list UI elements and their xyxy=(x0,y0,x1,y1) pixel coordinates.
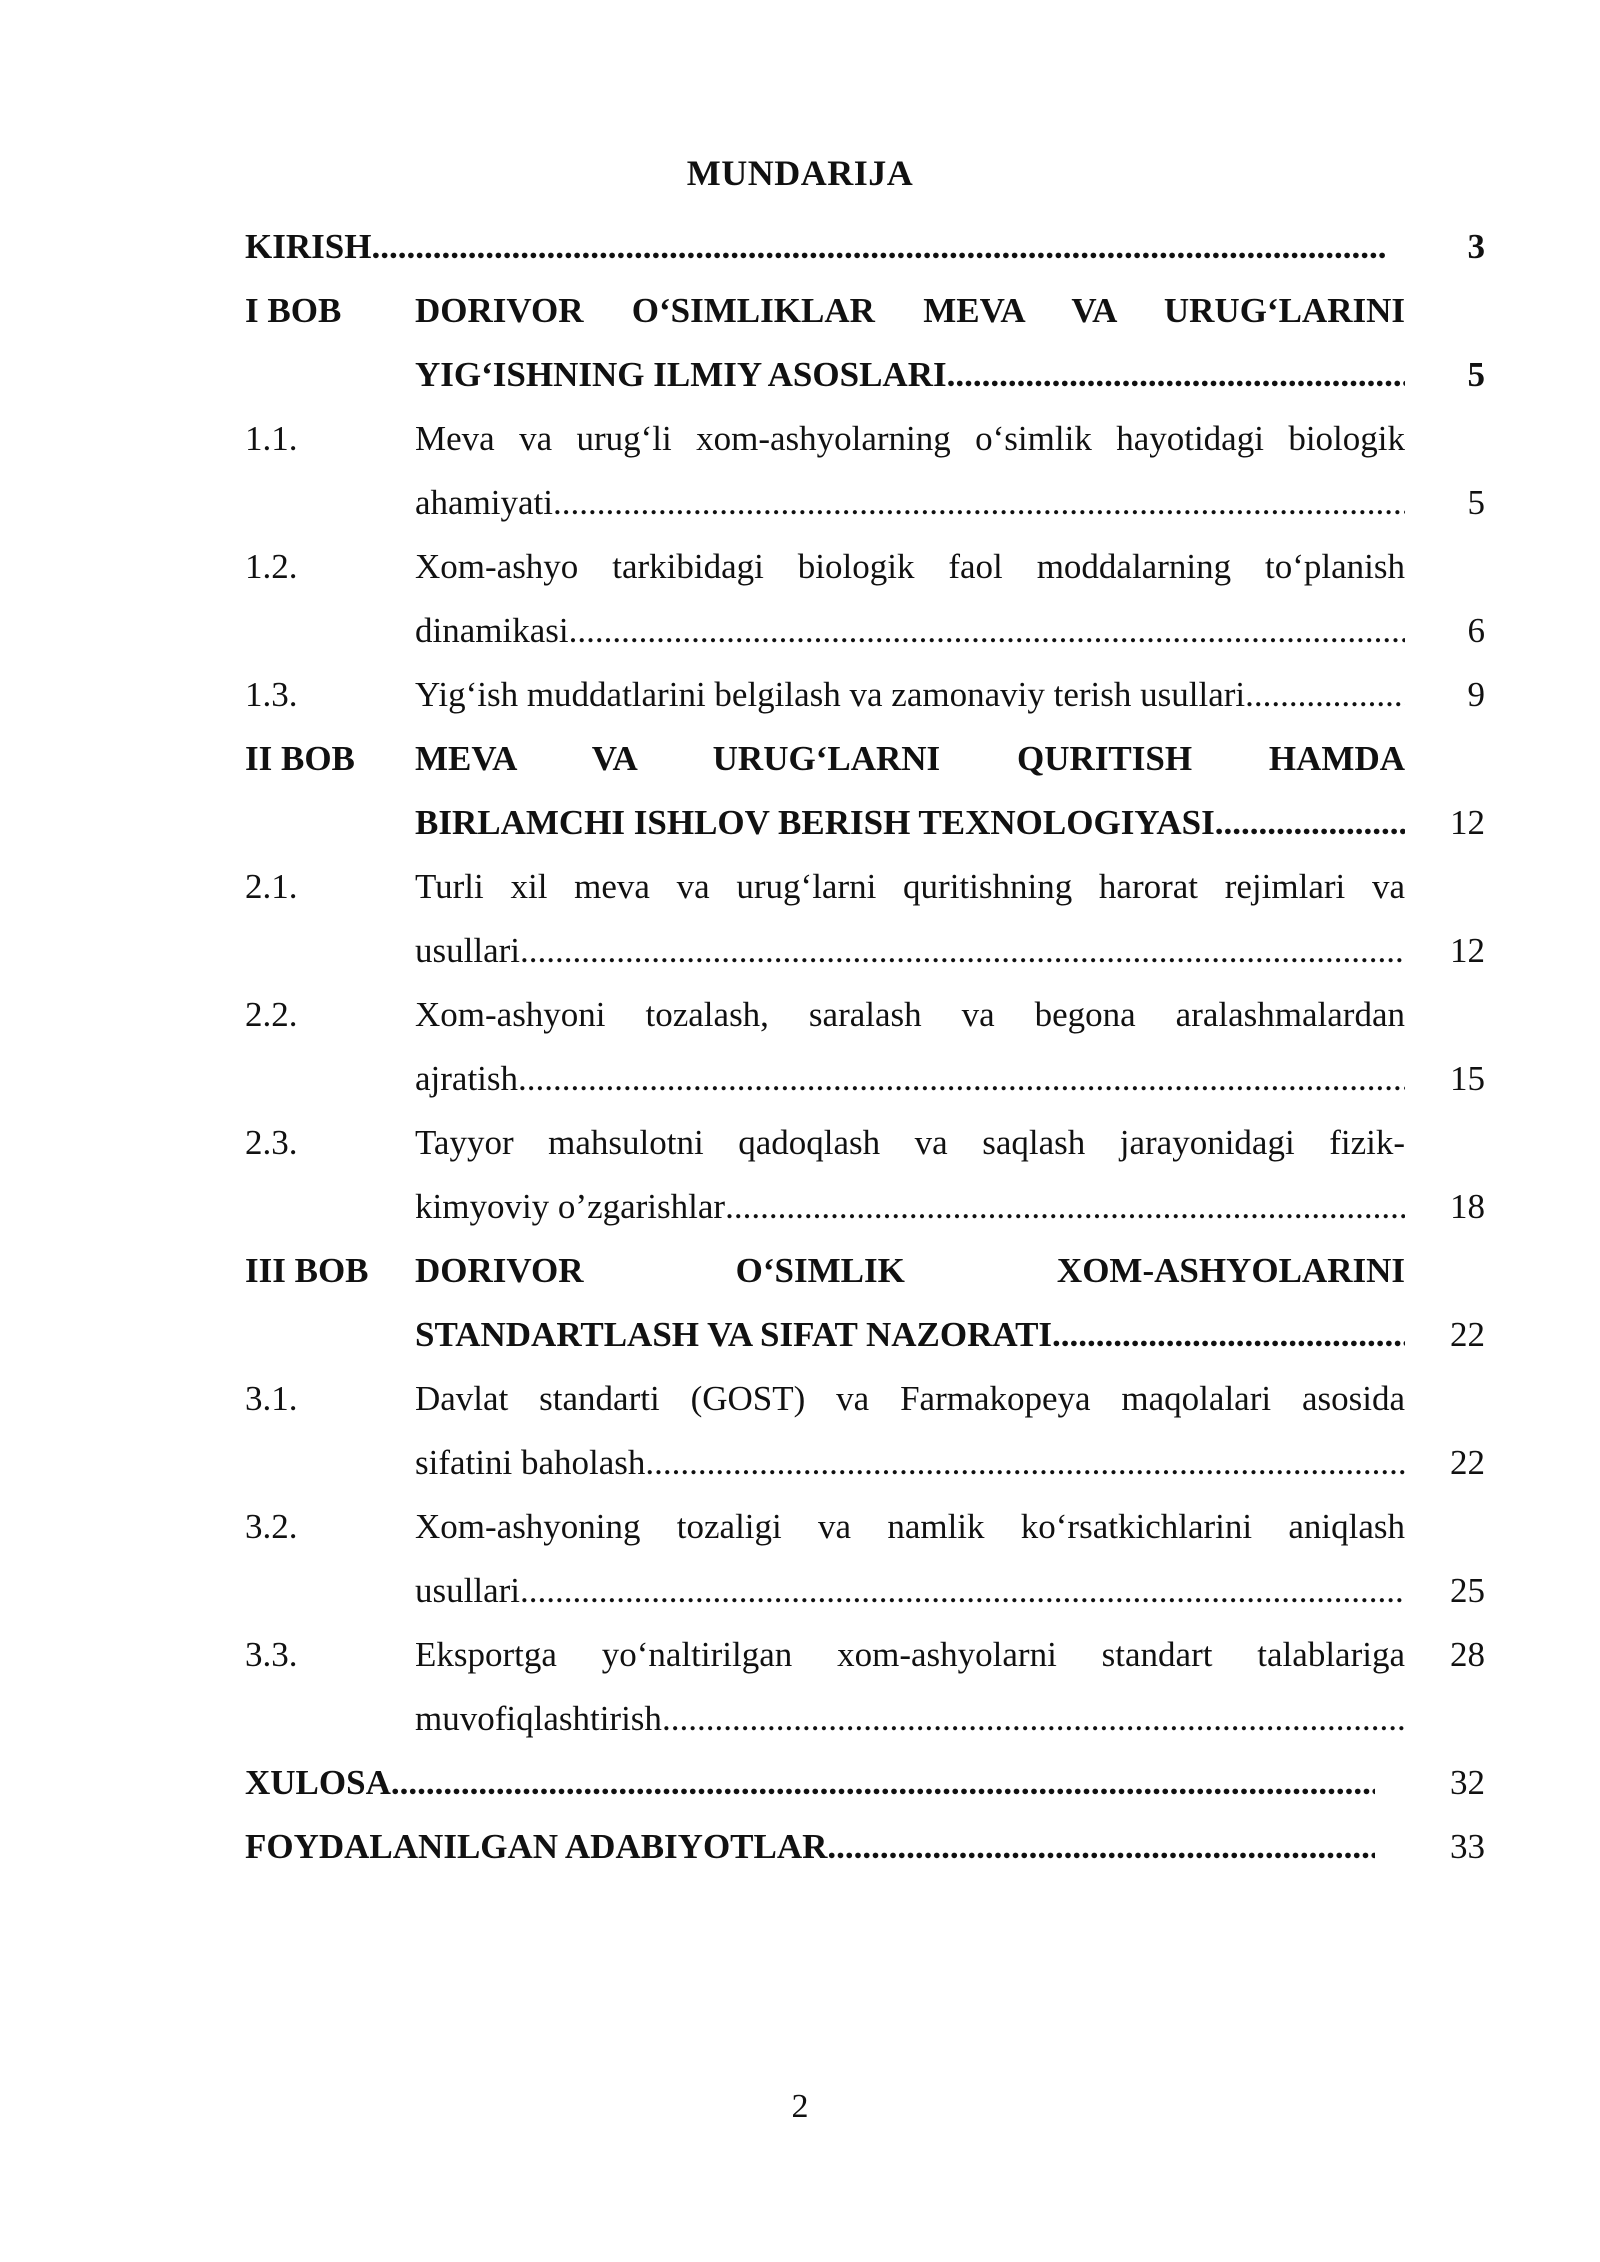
page-number: 2 xyxy=(791,2088,809,2125)
toc-entry-title-line: Xom-ashyoning tozaligi va namlik ko‘rsatkichlarini aniqlash xyxy=(415,1507,1405,1546)
toc-entry-section-2-2[interactable] xyxy=(245,983,1485,1111)
toc-entry-title: XULOSA xyxy=(245,1763,391,1802)
toc-entry-section-1-2[interactable] xyxy=(245,535,1485,663)
toc-chapter-label: I BOB xyxy=(245,291,342,330)
toc-page-number: 5 xyxy=(1467,483,1485,522)
toc-entry-title-line: sifatini baholash xyxy=(415,1443,646,1482)
toc-entry-title-line: Tayyor mahsulotni qadoqlash va saqlash jarayonidagi fizik- xyxy=(415,1123,1405,1162)
toc-entry-title-line: STANDARTLASH VA SIFAT NAZORATI xyxy=(415,1315,1053,1354)
toc-entry-section-2-1[interactable] xyxy=(245,855,1485,983)
toc-section-label: 1.1. xyxy=(245,419,298,458)
dot-leader xyxy=(645,1431,1405,1495)
toc-chapter-label: III BOB xyxy=(245,1251,369,1290)
toc-entry-title-line: dinamikasi xyxy=(415,611,569,650)
toc-entry-xulosa[interactable] xyxy=(245,1751,1485,1815)
toc-page-number: 3 xyxy=(1467,227,1485,266)
page-title: MUNDARIJA xyxy=(686,153,914,193)
dot-leader xyxy=(569,599,1405,663)
toc-entry-title-line: MEVA VA URUG‘LARNI QURITISH HAMDA xyxy=(415,739,1405,778)
toc-entry-title-line: Davlat standarti (GOST) va Farmakopeya maqolalari asosida xyxy=(415,1379,1405,1418)
toc-entry-section-3-2[interactable] xyxy=(245,1495,1485,1623)
toc-page-number: 12 xyxy=(1450,803,1485,842)
toc-entry-title: FOYDALANILGAN ADABIYOTLAR xyxy=(245,1827,828,1866)
dot-leader xyxy=(1215,791,1405,855)
toc-section-label: 3.3. xyxy=(245,1635,298,1674)
toc-page-number: 32 xyxy=(1450,1763,1485,1802)
dot-leader xyxy=(1245,663,1405,727)
dot-leader xyxy=(518,1047,1405,1111)
toc-entry-section-3-1[interactable] xyxy=(245,1367,1485,1495)
toc-entry-title-line: Xom-ashyo tarkibidagi biologik faol moddalarning to‘planish xyxy=(415,547,1405,586)
toc-page-number: 5 xyxy=(1467,355,1485,394)
toc-entry-section-1-3[interactable] xyxy=(245,663,1485,727)
toc-entry-section-3-3[interactable] xyxy=(245,1623,1485,1751)
dot-leader xyxy=(1052,1303,1405,1367)
toc-entry-adabiyotlar[interactable] xyxy=(245,1815,1485,1879)
toc-page-number: 6 xyxy=(1467,611,1485,650)
toc-entry-title-line: YIG‘ISHNING ILMIY ASOSLARI xyxy=(415,355,947,394)
toc-entry-title-line: muvofiqlashtirish xyxy=(415,1699,662,1738)
dot-leader xyxy=(371,215,1385,279)
toc-entry-kirish[interactable] xyxy=(245,215,1485,279)
toc-section-label: 1.3. xyxy=(245,675,298,714)
toc-entry-title-line: usullari xyxy=(415,931,520,970)
toc-entry-title-line: DORIVOR O‘SIMLIK XOM-ASHYOLARINI xyxy=(415,1251,1405,1290)
toc-entry-section-1-1[interactable] xyxy=(245,407,1485,535)
toc-section-label: 2.3. xyxy=(245,1123,298,1162)
dot-leader xyxy=(520,919,1405,983)
toc-page-number: 28 xyxy=(1450,1635,1485,1674)
toc-entry-title-line: BIRLAMCHI ISHLOV BERISH TEXNOLOGIYASI xyxy=(415,803,1215,842)
toc-entry-chapter-1[interactable] xyxy=(245,279,1485,407)
toc-section-label: 2.1. xyxy=(245,867,298,906)
toc-page-number: 15 xyxy=(1450,1059,1485,1098)
toc-entry-title-line: Xom-ashyoni tozalash, saralash va begona aralashmalardan xyxy=(415,995,1405,1034)
dot-leader xyxy=(520,1559,1405,1623)
toc-entry-title-line: Turli xil meva va urug‘larni quritishning harorat rejimlari va xyxy=(415,867,1405,906)
toc-page-number: 22 xyxy=(1450,1443,1485,1482)
toc-section-label: 3.2. xyxy=(245,1507,298,1546)
dot-leader xyxy=(827,1815,1375,1879)
toc-page-number: 22 xyxy=(1450,1315,1485,1354)
dot-leader xyxy=(725,1175,1405,1239)
toc-page-number: 9 xyxy=(1467,675,1485,714)
toc-entry-title-line: Eksportga yo‘naltirilgan xom-ashyolarni standart talablariga xyxy=(415,1635,1405,1674)
dot-leader xyxy=(947,343,1405,407)
toc-entry-title: KIRISH xyxy=(245,227,372,266)
toc-page-number: 33 xyxy=(1450,1827,1485,1866)
toc-entry-chapter-3[interactable] xyxy=(245,1239,1485,1367)
toc-page-number: 18 xyxy=(1450,1187,1485,1226)
toc-chapter-label: II BOB xyxy=(245,739,355,778)
toc-section-label: 2.2. xyxy=(245,995,298,1034)
toc-section-label: 3.1. xyxy=(245,1379,298,1418)
toc-entry-chapter-2[interactable] xyxy=(245,727,1485,855)
dot-leader xyxy=(391,1751,1375,1815)
toc-section-label: 1.2. xyxy=(245,547,298,586)
toc-entry-title-line: Meva va urug‘li xom-ashyolarning o‘simlik hayotidagi biologik xyxy=(415,419,1405,458)
toc-entry-title-line: usullari xyxy=(415,1571,520,1610)
toc-entry-title-line: DORIVOR O‘SIMLIKLAR MEVA VA URUG‘LARINI xyxy=(415,291,1405,330)
toc-page-number: 25 xyxy=(1450,1571,1485,1610)
dot-leader xyxy=(662,1687,1405,1751)
toc-entry-title-line: Yig‘ish muddatlarini belgilash va zamonaviy terish usullari xyxy=(415,675,1246,714)
toc-page-number: 12 xyxy=(1450,931,1485,970)
table-of-contents xyxy=(245,215,1485,1879)
toc-entry-title-line: ahamiyati xyxy=(415,483,554,522)
dot-leader xyxy=(553,471,1405,535)
toc-entry-title-line: ajratish xyxy=(415,1059,519,1098)
toc-entry-title-line: kimyoviy o’zgarishlar xyxy=(415,1187,726,1226)
toc-entry-section-2-3[interactable] xyxy=(245,1111,1485,1239)
